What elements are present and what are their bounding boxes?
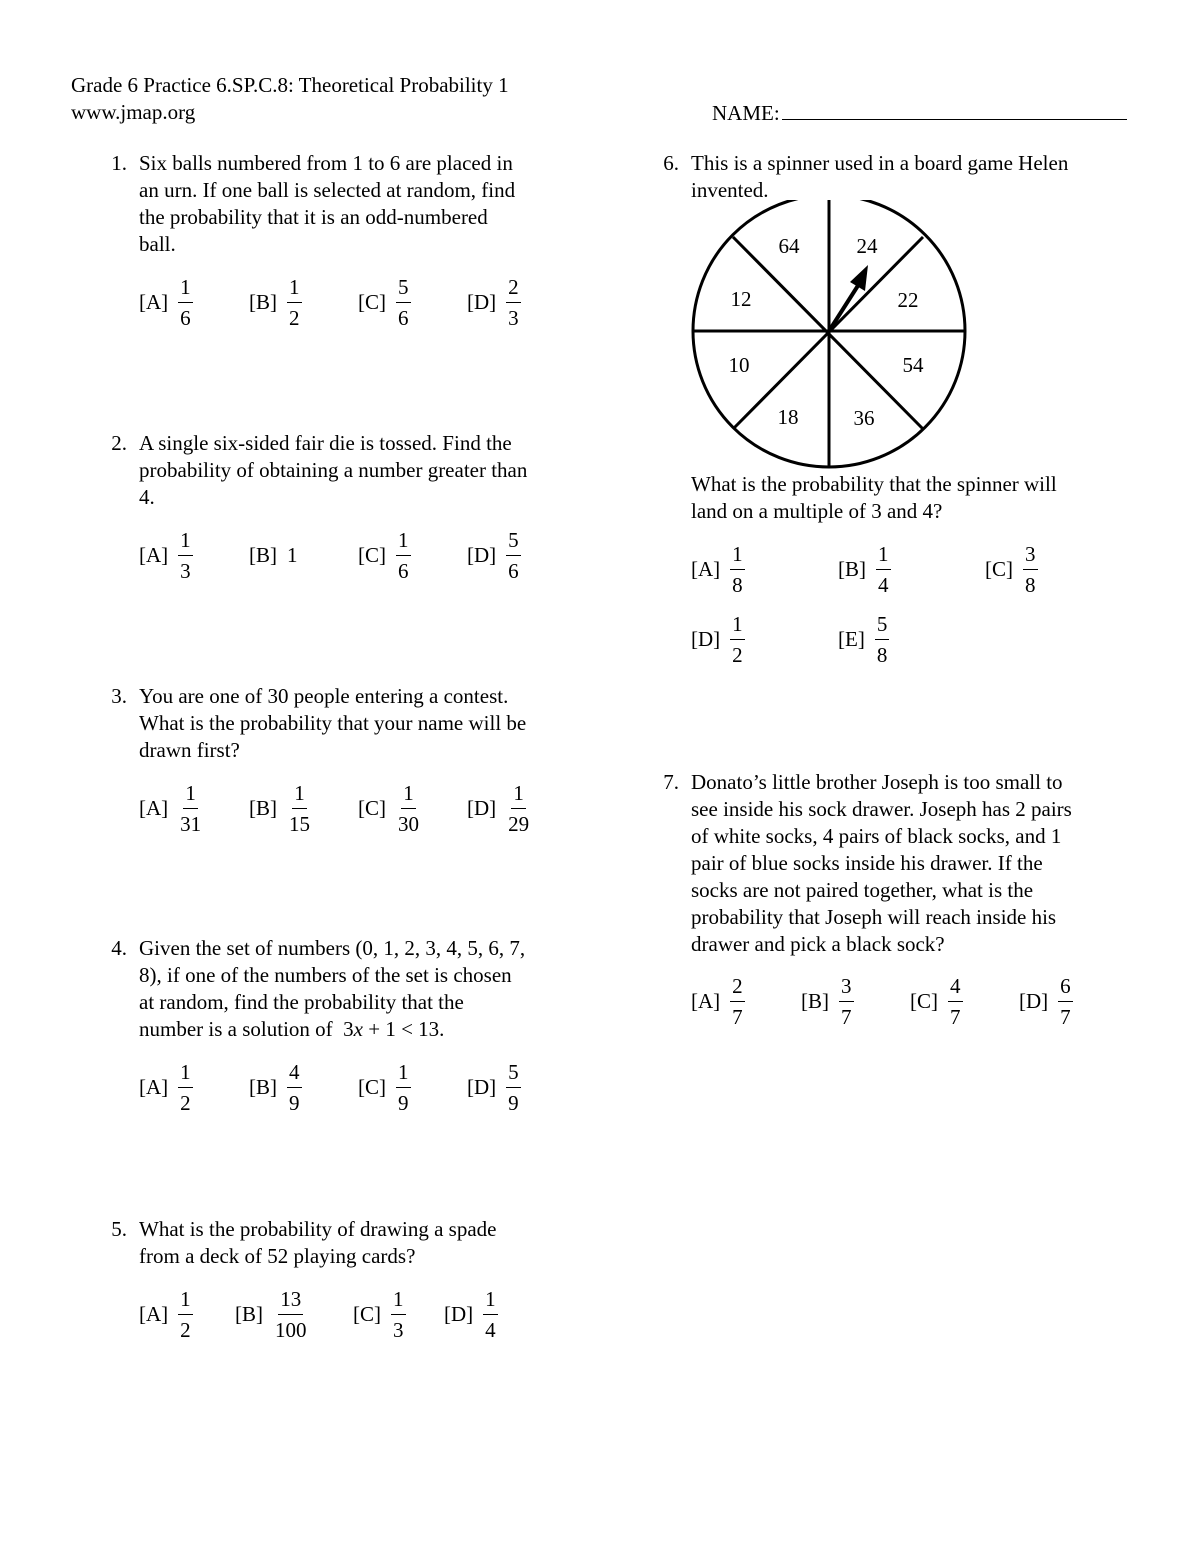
choice-c[interactable]: [C] $\frac{3}{8}$ xyxy=(985,541,1036,597)
question-number: 4. xyxy=(111,936,127,960)
question-text xyxy=(139,1216,496,1270)
choice-c[interactable]: [C] $\frac{1}{3}$ xyxy=(353,1286,404,1342)
fraction: $\frac{1}{4}$ xyxy=(878,541,889,597)
name-field[interactable] xyxy=(712,99,1127,127)
question-number: 7. xyxy=(663,770,679,794)
question-line: Donato’s little brother Joseph is too small to xyxy=(691,770,1063,794)
question-text xyxy=(139,935,525,1043)
question-line: of white socks, 4 pairs of black socks, and 1 xyxy=(691,824,1062,848)
spinner-section-label: 54 xyxy=(902,353,924,377)
choice-c[interactable]: [C] $\frac{1}{30}$ xyxy=(358,780,419,836)
question-text-after xyxy=(691,471,1057,525)
answer-choices xyxy=(691,539,1171,599)
question-text xyxy=(691,150,1068,204)
fraction: $\frac{5}{6}$ xyxy=(398,274,409,330)
question-number: 2. xyxy=(111,431,127,455)
spinner-svg xyxy=(690,200,968,478)
answer-choices xyxy=(139,272,599,332)
question-line: A single six-sided fair die is tossed. Find the xyxy=(139,431,512,455)
choice-c[interactable]: [C] $\frac{4}{7}$ xyxy=(910,973,961,1029)
fraction: $\frac{1}{9}$ xyxy=(398,1059,409,1115)
worksheet-title: Grade 6 Practice 6.SP.C.8: Theoretical Probability 1 xyxy=(71,73,509,97)
fraction: $\frac{1}{29}$ xyxy=(508,780,530,836)
question-line: an urn. If one ball is selected at random, find xyxy=(139,178,516,202)
choice-b[interactable]: [B] 1 xyxy=(249,542,298,567)
choice-a[interactable]: [A] $\frac{1}{2}$ xyxy=(139,1059,191,1115)
spinner-arrow-head xyxy=(850,265,868,291)
question-line: Given the set of numbers (0, 1, 2, 3, 4, 5, 6, 7, xyxy=(139,936,526,960)
fraction: $\frac{1}{2}$ xyxy=(180,1059,191,1115)
spinner-section-label: 22 xyxy=(897,288,919,312)
question-line: from a deck of 52 playing cards? xyxy=(139,1244,416,1268)
question-number: 6. xyxy=(663,151,679,175)
fraction: $\frac{5}{6}$ xyxy=(508,527,519,583)
question-line: invented. xyxy=(691,178,769,202)
spinner-diagram xyxy=(690,200,968,478)
question-line: socks are not paired together, what is the xyxy=(691,878,1034,902)
fraction: $\frac{13}{100}$ xyxy=(275,1286,307,1342)
fraction: $\frac{1}{8}$ xyxy=(732,541,743,597)
question-line: 8), if one of the numbers of the set is chosen xyxy=(139,963,512,987)
question-line: drawer and pick a black sock? xyxy=(691,932,945,956)
answer-choices xyxy=(139,525,599,585)
fraction: $\frac{5}{9}$ xyxy=(508,1059,519,1115)
choice-a[interactable]: [A] $\frac{1}{2}$ xyxy=(139,1286,191,1342)
choice-a[interactable]: [A] $\frac{1}{3}$ xyxy=(139,527,191,583)
fraction: $\frac{3}{8}$ xyxy=(1025,541,1036,597)
website-link: www.jmap.org xyxy=(71,100,196,124)
inequality: 3x + 1 < 13. xyxy=(343,1017,445,1041)
answer-choices-row-2 xyxy=(691,609,1171,669)
question-line: probability that Joseph will reach inside his xyxy=(691,905,1057,929)
fraction: $\frac{1}{3}$ xyxy=(180,527,191,583)
question-line: This is a spinner used in a board game Helen xyxy=(691,151,1069,175)
spinner-section-label: 36 xyxy=(853,406,875,430)
choice-d[interactable]: [D] $\frac{1}{4}$ xyxy=(444,1286,496,1342)
name-label: NAME: xyxy=(712,101,780,125)
name-blank-line[interactable] xyxy=(782,99,1127,120)
question-1 xyxy=(103,150,623,340)
choice-b[interactable]: [B] $\frac{4}{9}$ xyxy=(249,1059,300,1115)
question-number: 3. xyxy=(111,684,127,708)
fraction: $\frac{1}{15}$ xyxy=(289,780,310,836)
question-5 xyxy=(103,1216,623,1356)
question-line: pair of blue socks inside his drawer. If the xyxy=(691,851,1043,875)
choice-d[interactable]: [D] $\frac{1}{2}$ xyxy=(691,611,743,667)
fraction: $\frac{5}{8}$ xyxy=(876,611,888,667)
question-line: You are one of 30 people entering a contest. xyxy=(139,684,509,708)
fraction: $\frac{1}{2}$ xyxy=(180,1286,191,1342)
question-text xyxy=(139,430,527,511)
choice-b[interactable]: [B] $\frac{13}{100}$ xyxy=(235,1286,307,1342)
question-line: Six balls numbered from 1 to 6 are placed in xyxy=(139,151,513,175)
choice-c[interactable]: [C] $\frac{1}{9}$ xyxy=(358,1059,409,1115)
choice-a[interactable]: [A] $\frac{2}{7}$ xyxy=(691,973,743,1029)
choice-value: 1 xyxy=(287,542,298,567)
choice-a[interactable]: [A] $\frac{1}{8}$ xyxy=(691,541,743,597)
choice-d[interactable]: [D] $\frac{5}{6}$ xyxy=(467,527,519,583)
fraction: $\frac{1}{31}$ xyxy=(180,780,202,836)
spinner-section-label: 24 xyxy=(856,234,878,258)
fraction: $\frac{4}{7}$ xyxy=(950,973,961,1029)
question-text xyxy=(691,769,1072,958)
fraction: $\frac{1}{4}$ xyxy=(485,1286,496,1342)
question-text xyxy=(139,150,515,258)
question-7 xyxy=(655,769,1175,1049)
answer-choices xyxy=(139,1057,599,1117)
fraction: $\frac{2}{3}$ xyxy=(508,274,519,330)
answer-choices xyxy=(691,971,1151,1031)
question-line: drawn first? xyxy=(139,738,240,762)
fraction: $\frac{1}{30}$ xyxy=(398,780,419,836)
spinner-section-label: 64 xyxy=(778,234,800,258)
answer-choices xyxy=(139,1284,599,1344)
question-2 xyxy=(103,430,623,590)
fraction: $\frac{2}{7}$ xyxy=(732,973,743,1029)
question-number: 1. xyxy=(111,151,127,175)
question-4 xyxy=(103,935,623,1125)
question-line: What is the probability that your name will be xyxy=(139,711,527,735)
choice-d[interactable]: [D] $\frac{5}{9}$ xyxy=(467,1059,519,1115)
question-line: probability of obtaining a number greater than xyxy=(139,458,528,482)
question-line: What is the probability that the spinner will xyxy=(691,472,1057,496)
choice-d[interactable]: [D] $\frac{1}{29}$ xyxy=(467,780,530,836)
spinner-section-label: 18 xyxy=(777,405,799,429)
question-line: What is the probability of drawing a spade xyxy=(139,1217,497,1241)
fraction: $\frac{1}{6}$ xyxy=(398,527,409,583)
fraction: $\frac{6}{7}$ xyxy=(1060,973,1071,1029)
choice-c[interactable]: [C] $\frac{5}{6}$ xyxy=(358,274,409,330)
choice-a[interactable]: [A] $\frac{1}{6}$ xyxy=(139,274,191,330)
question-text xyxy=(139,683,526,764)
spinner-section-label: 10 xyxy=(728,353,750,377)
question-line: the probability that it is an odd-numbered xyxy=(139,205,488,229)
fraction: $\frac{4}{9}$ xyxy=(289,1059,300,1115)
choice-e[interactable]: [E] $\frac{5}{8}$ xyxy=(838,611,888,667)
choice-a[interactable]: [A] $\frac{1}{31}$ xyxy=(139,780,202,836)
question-line: see inside his sock drawer. Joseph has 2 pairs xyxy=(691,797,1072,821)
spinner-section-label: 12 xyxy=(730,287,752,311)
fraction: $\frac{1}{3}$ xyxy=(393,1286,404,1342)
question-line-with-inequality: number is a solution of 3x + 1 < 13. xyxy=(139,1017,445,1041)
fraction: $\frac{1}{2}$ xyxy=(732,611,743,667)
fraction: $\frac{1}{6}$ xyxy=(180,274,191,330)
question-line: 4. xyxy=(139,485,155,509)
choice-b[interactable]: [B] $\frac{1}{4}$ xyxy=(838,541,889,597)
answer-choices xyxy=(139,778,599,838)
choice-d[interactable]: [D] $\frac{6}{7}$ xyxy=(1019,973,1071,1029)
question-line: land on a multiple of 3 and 4? xyxy=(691,499,943,523)
choice-d[interactable]: [D] $\frac{2}{3}$ xyxy=(467,274,519,330)
choice-b[interactable]: [B] $\frac{3}{7}$ xyxy=(801,973,852,1029)
fraction: $\frac{1}{2}$ xyxy=(289,274,300,330)
question-3 xyxy=(103,683,623,843)
choice-b[interactable]: [B] $\frac{1}{15}$ xyxy=(249,780,310,836)
choice-b[interactable]: [B] $\frac{1}{2}$ xyxy=(249,274,300,330)
question-line: ball. xyxy=(139,232,176,256)
choice-c[interactable]: [C] $\frac{1}{6}$ xyxy=(358,527,409,583)
question-line: at random, find the probability that the xyxy=(139,990,464,1014)
question-number: 5. xyxy=(111,1217,127,1241)
fraction: $\frac{3}{7}$ xyxy=(841,973,852,1029)
